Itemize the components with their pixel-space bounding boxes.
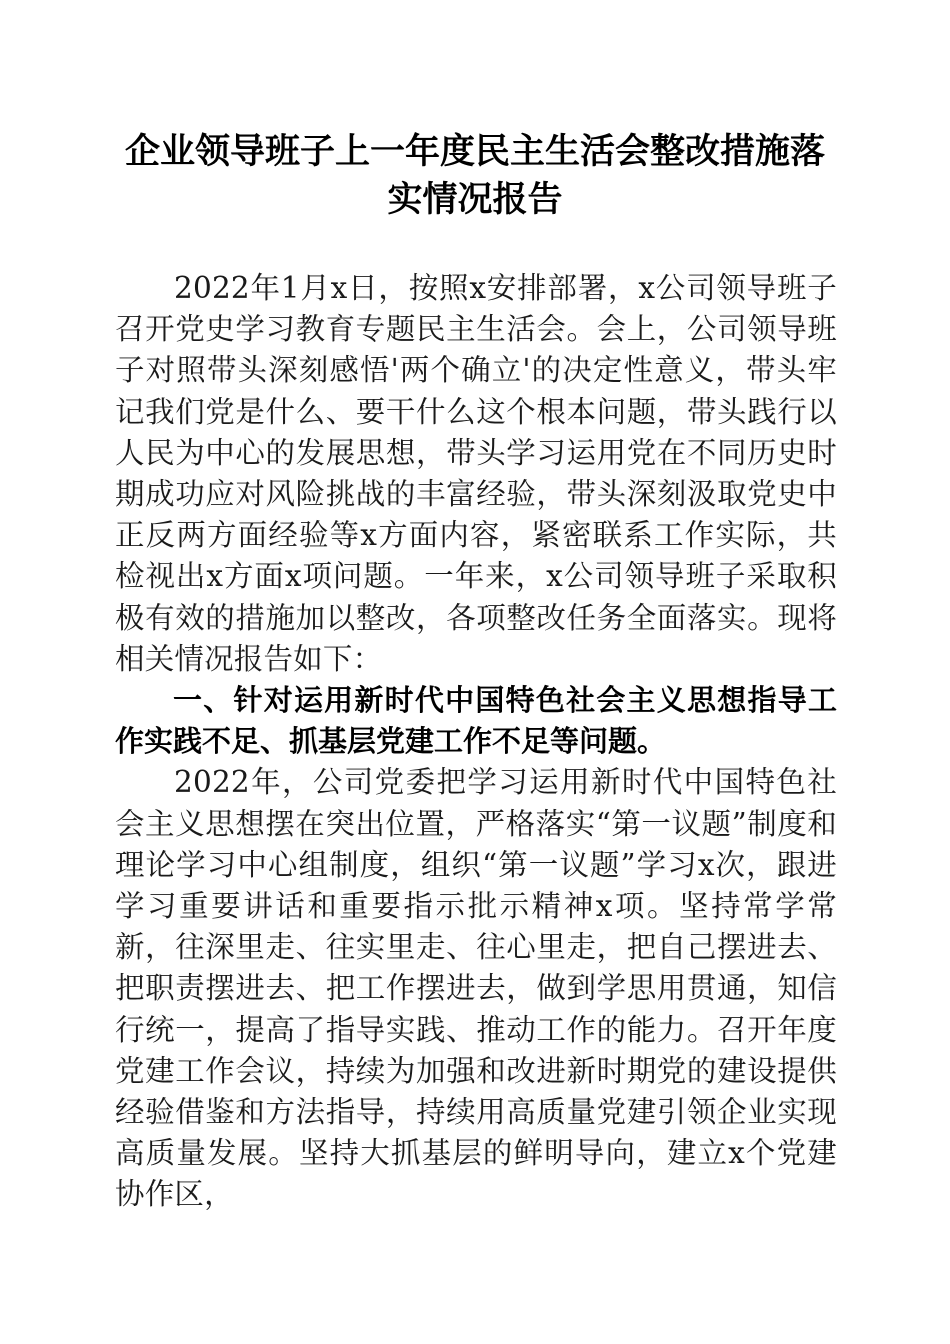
section-heading-one: 一、针对运用新时代中国特色社会主义思想指导工作实践不足、抓基层党建工作不足等问题。 bbox=[115, 683, 837, 759]
page-title: 企业领导班子上一年度民主生活会整改措施落实情况报告 bbox=[124, 131, 825, 220]
body-paragraph: 2022年1月x日，按照x安排部署，x公司领导班子召开党史学习教育专题民主生活会。会上，公司领导班子对照带头深刻感悟'两个确立'的决定性意义，带头牢记我们党是什么、要干什么这个根本问题，带头践行以人民为中心的发展思想，带头学习运用党在不同历史时期成功应对风险挑战的丰富经验，带头深刻汲取党史中正反两方面经验等x方面内容，紧密联系工作实际，共检视出x方面x项问题。一年来，x公司领导班子采取积极有效的措施加以整改，各项整改任务全面落实。现将相关情况报告如下： bbox=[115, 271, 837, 676]
body-paragraph: 2022年，公司党委把学习运用新时代中国特色社会主义思想摆在突出位置，严格落实“第一议题”制度和理论学习中心组制度，组织“第一议题”学习x次，跟进学习重要讲话和重要指示批示精神x项。坚持常学常新，往深里走、往实里走、往心里走，把自己摆进去、把职责摆进去、把工作摆进去，做到学思用贯通，知信行统一，提高了指导实践、推动工作的能力。召开年度党建工作会议，持续为加强和改进新时期党的建设提供经验借鉴和方法指导，持续用高质量党建引领企业实现高质量发展。坚持大抓基层的鲜明导向，建立x个党建协作区， bbox=[115, 765, 837, 1212]
document-body bbox=[115, 268, 837, 1216]
